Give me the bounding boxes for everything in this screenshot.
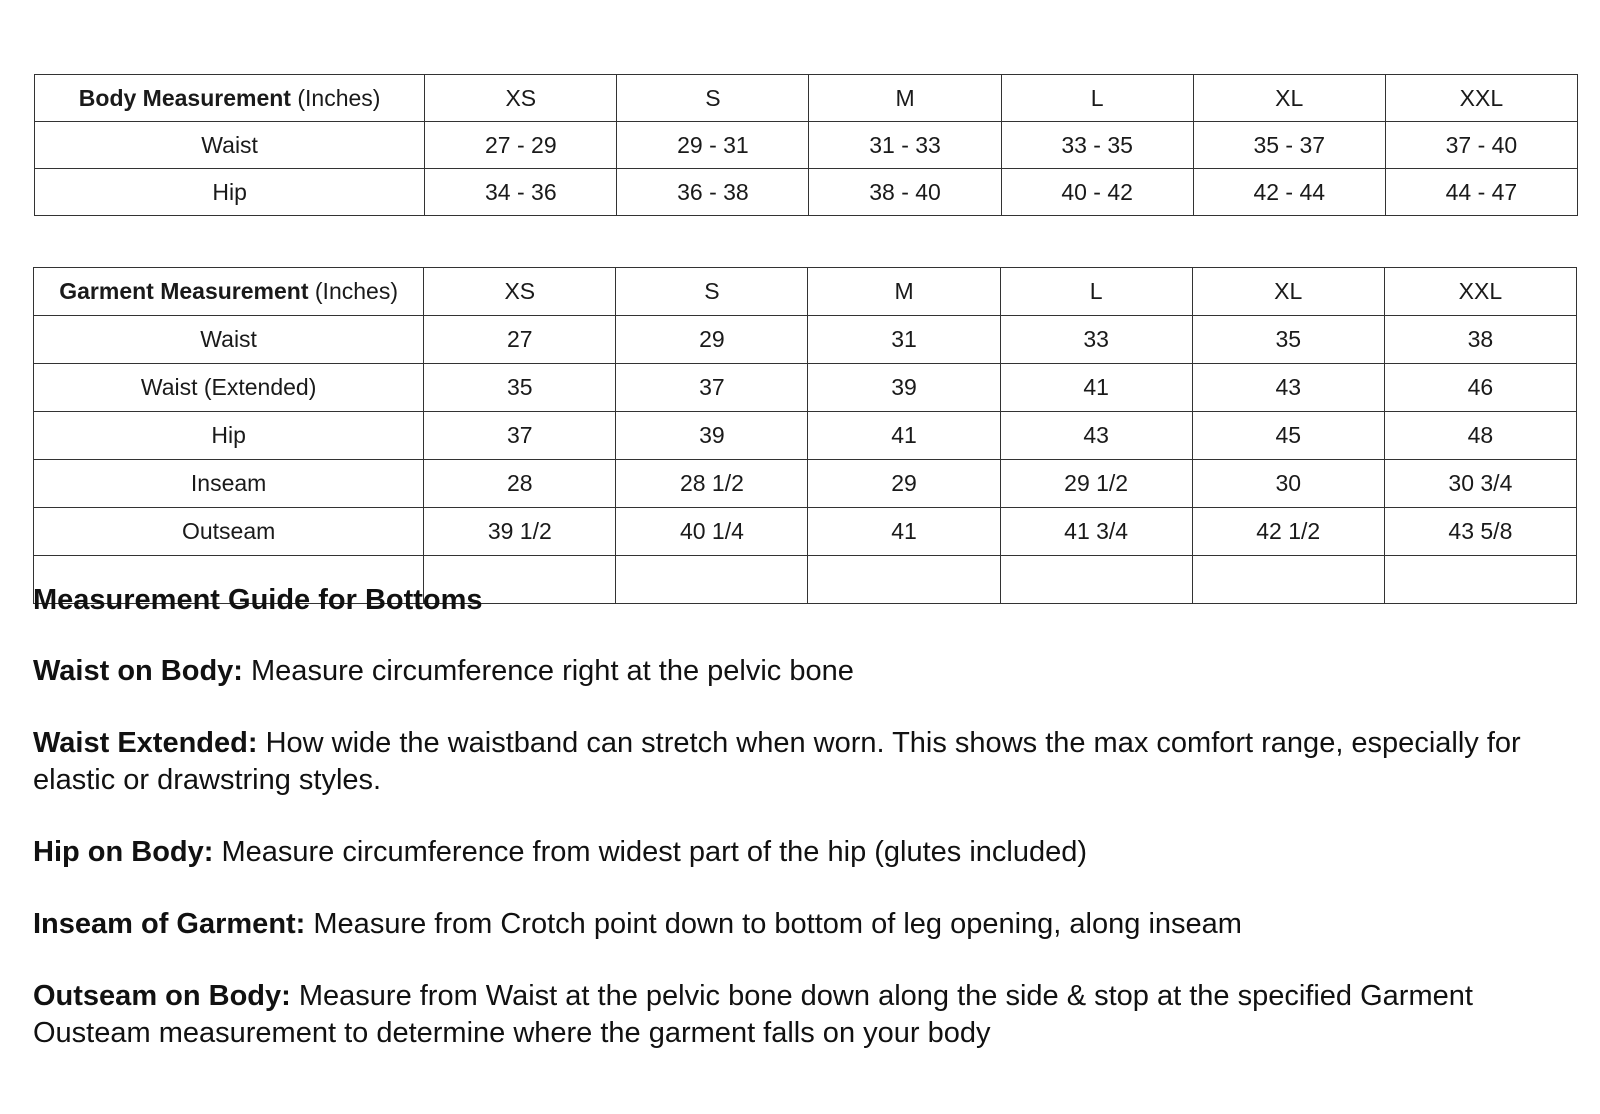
guide-item-waist-extended (33, 725, 1553, 799)
table-cell: 38 (1384, 316, 1576, 364)
table-header-title: Body Measurement (78, 84, 291, 111)
table-cell: 30 (1192, 460, 1384, 508)
table-header-row (35, 75, 1578, 122)
guide-description: Measure from Waist at the pelvic bone down along the side & stop at the specified Garment Ousteam measurement to determine where the garment falls on your body (33, 980, 1473, 1049)
table-cell: 29 1/2 (1000, 460, 1192, 508)
measurement-guide (33, 582, 1553, 1087)
table-row (35, 122, 1578, 169)
table-cell: 42 1/2 (1192, 508, 1384, 556)
table-cell: 27 - 29 (425, 122, 617, 169)
table-header-unit: (Inches) (290, 84, 381, 111)
table-cell: 29 (808, 460, 1000, 508)
guide-description: Measure circumference from widest part of the hip (glutes included) (213, 836, 1088, 868)
table-cell: 35 (1192, 316, 1384, 364)
table-cell: 31 - 33 (809, 122, 1001, 169)
table-row (34, 364, 1577, 412)
size-header: XS (425, 75, 617, 122)
table-cell: 41 3/4 (1000, 508, 1192, 556)
table-cell: 35 (424, 364, 616, 412)
guide-description: Measure circumference right at the pelvic bone (242, 655, 854, 687)
table-cell: 33 - 35 (1001, 122, 1193, 169)
guide-title: Measurement Guide for Bottoms (33, 584, 483, 616)
table-header-row (34, 268, 1577, 316)
table-row (34, 316, 1577, 364)
table-row (34, 460, 1577, 508)
table-cell: 29 - 31 (617, 122, 809, 169)
size-header: XL (1192, 268, 1384, 316)
table-cell: 43 (1192, 364, 1384, 412)
size-header: S (617, 75, 809, 122)
size-header: L (1000, 268, 1192, 316)
table-cell: 31 (808, 316, 1000, 364)
table-cell: 36 - 38 (617, 169, 809, 216)
table-cell: 34 - 36 (425, 169, 617, 216)
row-label: Waist (35, 122, 425, 169)
table-cell: 46 (1384, 364, 1576, 412)
table-cell: 37 - 40 (1385, 122, 1577, 169)
table-cell: 33 (1000, 316, 1192, 364)
row-label: Outseam (34, 508, 424, 556)
size-header: M (808, 268, 1000, 316)
body-measurement-table (34, 74, 1578, 216)
row-label: Inseam (34, 460, 424, 508)
table-row (34, 412, 1577, 460)
table-cell: 43 (1000, 412, 1192, 460)
table-row (34, 508, 1577, 556)
table-cell: 37 (616, 364, 808, 412)
table-cell: 40 1/4 (616, 508, 808, 556)
table-header-label (35, 75, 425, 122)
table-cell: 37 (424, 412, 616, 460)
table-cell: 28 1/2 (616, 460, 808, 508)
size-header: XL (1193, 75, 1385, 122)
size-header: M (809, 75, 1001, 122)
table-cell: 28 (424, 460, 616, 508)
table-cell: 29 (616, 316, 808, 364)
table-cell: 41 (808, 412, 1000, 460)
table-cell: 40 - 42 (1001, 169, 1193, 216)
row-label: Hip (35, 169, 425, 216)
table-cell: 38 - 40 (809, 169, 1001, 216)
table-cell: 44 - 47 (1385, 169, 1577, 216)
table-row (35, 169, 1578, 216)
guide-term: Waist Extended: (33, 727, 258, 759)
guide-item-outseam-on-body (33, 978, 1553, 1052)
size-header: S (616, 268, 808, 316)
size-header: XXL (1385, 75, 1577, 122)
size-header: XS (424, 268, 616, 316)
table-cell: 39 (616, 412, 808, 460)
table-header-label (34, 268, 424, 316)
row-label: Waist (Extended) (34, 364, 424, 412)
guide-item-waist-on-body (33, 653, 1553, 690)
table-cell: 41 (808, 508, 1000, 556)
table-cell: 41 (1000, 364, 1192, 412)
table-cell: 39 1/2 (424, 508, 616, 556)
guide-description: Measure from Crotch point down to bottom of leg opening, along inseam (305, 908, 1242, 940)
size-header: XXL (1384, 268, 1576, 316)
table-cell: 48 (1384, 412, 1576, 460)
row-label: Waist (34, 316, 424, 364)
table-cell: 30 3/4 (1384, 460, 1576, 508)
garment-measurement-table (33, 267, 1577, 604)
guide-description: How wide the waistband can stretch when worn. This shows the max comfort range, especially for elastic or drawstring styles. (33, 727, 1521, 796)
table-cell: 35 - 37 (1193, 122, 1385, 169)
guide-term: Hip on Body: (33, 836, 214, 868)
table-cell: 42 - 44 (1193, 169, 1385, 216)
guide-term: Inseam of Garment: (33, 908, 306, 940)
guide-term: Waist on Body: (33, 655, 243, 687)
table-cell: 39 (808, 364, 1000, 412)
table-cell: 43 5/8 (1384, 508, 1576, 556)
size-header: L (1001, 75, 1193, 122)
row-label: Hip (34, 412, 424, 460)
guide-term: Outseam on Body: (33, 980, 291, 1012)
guide-item-inseam-of-garment (33, 906, 1553, 943)
table-header-unit: (Inches) (308, 278, 398, 304)
table-header-title: Garment Measurement (59, 278, 309, 304)
table-cell: 45 (1192, 412, 1384, 460)
table-cell: 27 (424, 316, 616, 364)
guide-item-hip-on-body (33, 834, 1553, 871)
